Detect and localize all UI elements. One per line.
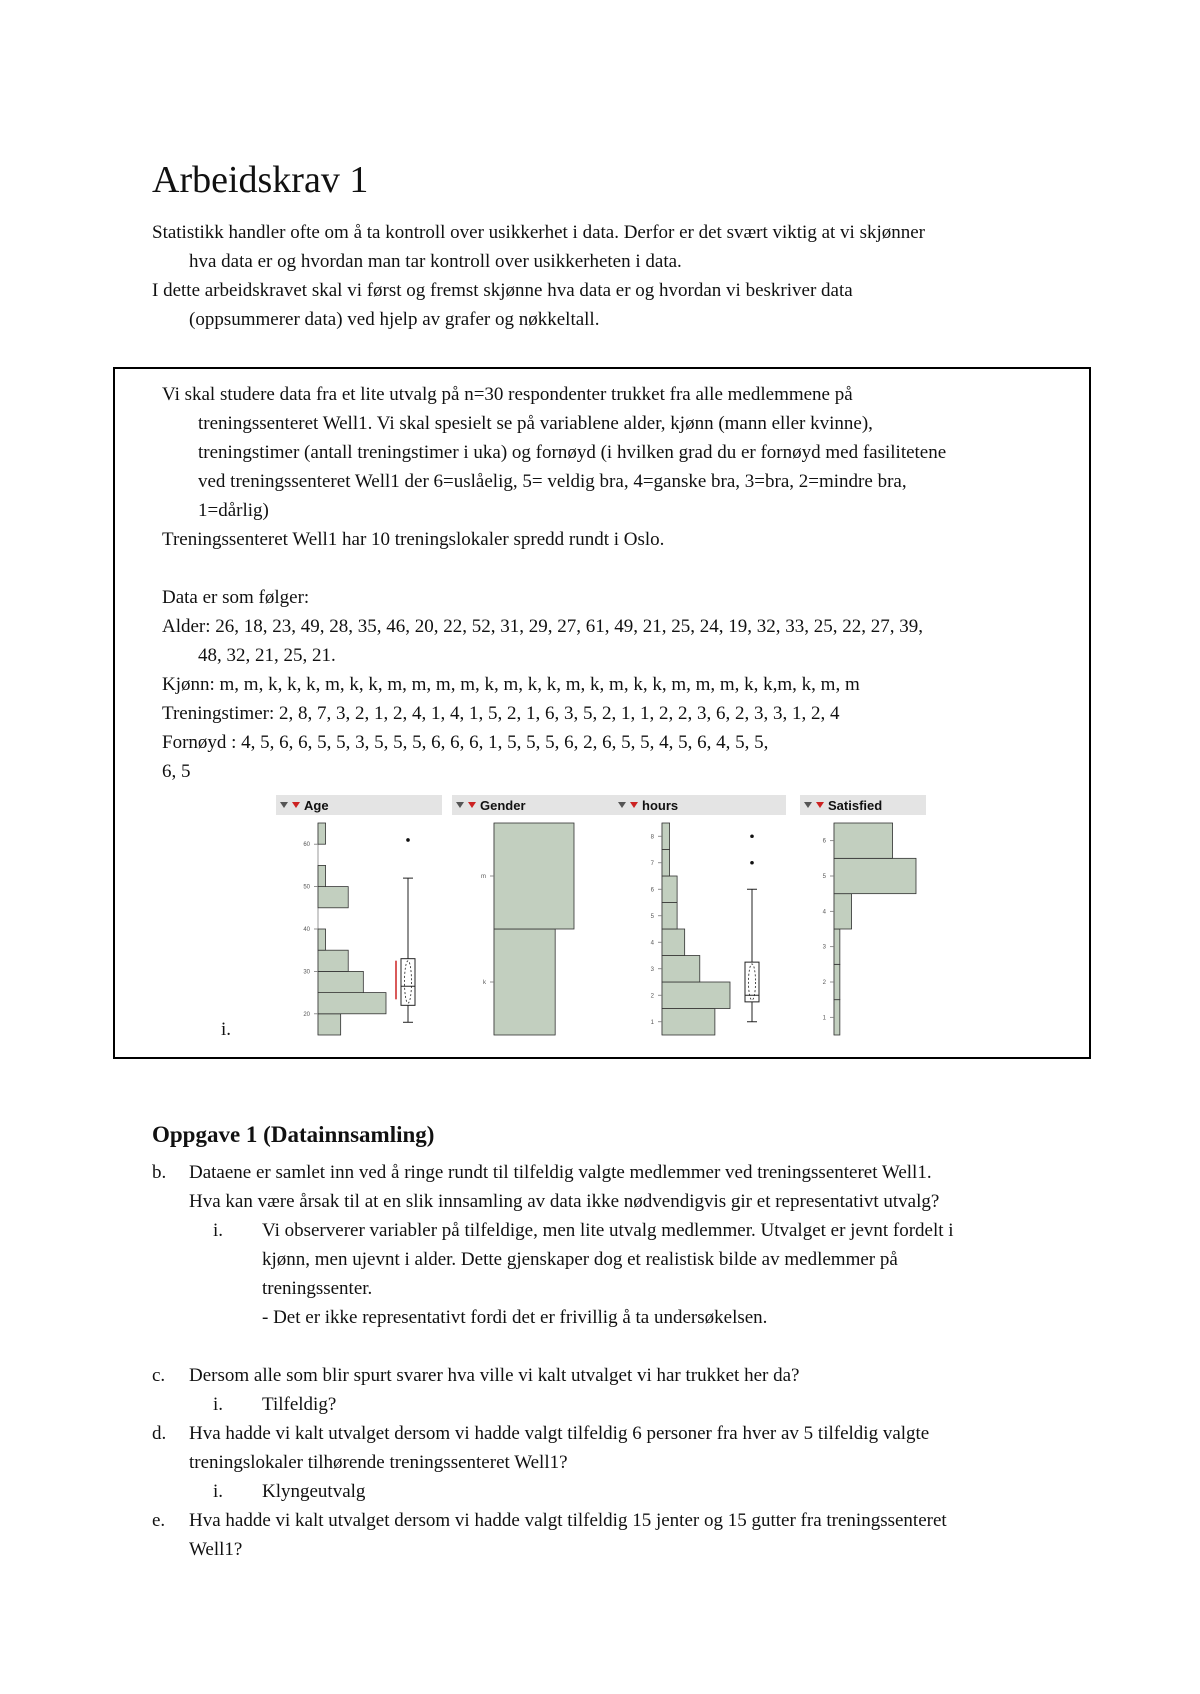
hours-bar [662,903,677,930]
hours-bar [662,956,700,983]
satisfied-bar [834,1000,840,1035]
age-tick-label: 40 [303,927,310,933]
data-timer: Treningstimer: 2, 8, 7, 3, 2, 1, 2, 4, 1, 4, 1, 5, 2, 1, 6, 3, 5, 2, 1, 1, 2, 2, 3, 6, 2, 3, 3, 1, 2, 4 [162,703,840,724]
hours-header [614,795,786,815]
item-b-i-line-3: treningssenter. [262,1278,373,1299]
box-line-4: ved treningssenteret Well1 der 6=uslåelig, 5= veldig bra, 4=ganske bra, 3=bra, 2=mindre bra, [198,471,907,492]
age-bar [318,993,386,1014]
data-fornoyd-a: Fornøyd : 4, 5, 6, 6, 5, 5, 3, 5, 5, 5, 6, 6, 6, 1, 5, 5, 5, 6, 2, 6, 5, 5, 4, 5, 6, 4, 5, 5, [162,732,769,753]
age-header [276,795,442,815]
item-c-line-1: Dersom alle som blir spurt svarer hva ville vi kalt utvalget vi har trukket her da? [189,1365,800,1386]
satisfied-tick-label: 5 [822,874,826,880]
gender-tick-label: m [481,874,486,880]
hours-tick-label: 5 [650,913,654,920]
hours-bar [662,1009,715,1036]
age-bar [318,823,326,844]
satisfied-tick-label: 1 [822,1015,826,1022]
hours-tick-label: 2 [650,993,654,1000]
box-line-2: treningssenteret Well1. Vi skal spesielt se på variablene alder, kjønn (mann eller kvinne), [198,413,873,434]
item-d-line-1: Hva hadde vi kalt utvalget dersom vi hadde valgt tilfeldig 6 personer fra hver av 5 tilfeldig valgte [189,1423,930,1444]
item-b-line-2: Hva kan være årsak til at en slik innsamling av data ikke nødvendigvis gir et representativt utvalg? [189,1191,940,1212]
hours-bar [662,823,670,850]
intro-line-1b: hva data er og hvordan man tar kontroll over usikkerheten i data. [189,251,682,272]
satisfied-tick-label: 3 [822,944,826,951]
age-tick-label: 20 [303,1011,310,1018]
figure-marker: i. [221,1019,232,1040]
item-b-i-line-2: kjønn, men ujevnt i alder. Dette gjenskaper dog et realistisk bilde av medlemmer på [262,1249,898,1270]
hours-box [745,962,759,1002]
hours-tick-label: 1 [650,1019,654,1026]
item-c-label: c. [152,1365,166,1386]
age-bar [318,1014,341,1035]
hours-outlier [750,834,754,838]
gender-header [452,795,618,815]
item-e-line-1: Hva hadde vi kalt utvalget dersom vi hadde valgt tilfeldig 15 jenter og 15 gutter fra treningssenteret [189,1510,947,1531]
satisfied-tick-label: 2 [822,980,826,986]
age-tick-label: 50 [303,884,310,891]
section-heading: Oppgave 1 (Datainnsamling) [152,1122,435,1147]
item-b-i-line-4: - Det er ikke representativt fordi det er frivillig å ta undersøkelsen. [262,1307,768,1328]
page-title: Arbeidskrav 1 [152,159,369,201]
intro-line-2a: I dette arbeidskravet skal vi først og fremst skjønne hva data er og hvordan vi beskriver data [152,280,853,301]
age-box [401,959,415,1006]
item-b-line-1: Dataene er samlet inn ved å ringe rundt til tilfeldig valgte medlemmer ved treningssenteret Well1. [189,1162,932,1183]
data-alder-a: Alder: 26, 18, 23, 49, 28, 35, 46, 20, 22, 52, 31, 29, 27, 61, 49, 21, 25, 24, 19, 32, 33, 25, 22, 27, 39, [162,616,924,637]
satisfied-bar [834,929,840,964]
distribution-charts [272,795,932,1045]
data-alder-b: 48, 32, 21, 25, 21. [198,645,336,666]
age-bar [318,929,326,950]
item-d-line-2: treningslokaler tilhørende treningssenteret Well1? [189,1452,568,1473]
item-c-i-label: i. [213,1394,224,1415]
age-bar [318,887,348,908]
hours-tick-label: 6 [650,887,654,894]
age-bar [318,865,326,886]
age-bar [318,971,363,992]
hours-tick-label: 3 [650,966,654,973]
satisfied-tick-label: 4 [822,909,826,916]
item-e-line-2: Well1? [189,1539,243,1560]
box-line-3: treningstimer (antall treningstimer i uka) og fornøyd (i hvilken grad du er fornøyd med fasilitetene [198,442,947,463]
age-title: Age [304,798,329,813]
intro-line-2b: (oppsummerer data) ved hjelp av grafer og nøkkeltall. [189,309,600,330]
hours-bar [662,876,677,903]
gender-bar [494,929,555,1035]
age-outlier [406,838,410,842]
item-d-i-line-1: Klyngeutvalg [262,1481,366,1502]
hours-bar [662,850,670,877]
item-d-label: d. [152,1423,167,1444]
item-e-label: e. [152,1510,166,1531]
satisfied-bar [834,858,916,893]
box-line-5: 1=dårlig) [198,500,269,521]
satisfied-title: Satisfied [828,798,883,813]
hours-tick-label: 4 [650,940,654,947]
gender-title: Gender [480,798,526,813]
item-b-i-label: i. [213,1220,224,1241]
age-tick-label: 60 [303,842,310,849]
item-d-i-label: i. [213,1481,224,1502]
satisfied-tick-label: 6 [822,838,826,845]
data-fornoyd-b: 6, 5 [162,761,191,782]
age-tick-label: 30 [303,969,310,976]
hours-bar [662,982,730,1009]
box-line-6: Treningssenteret Well1 har 10 treningslokaler spredd rundt i Oslo. [162,529,665,550]
box-line-1: Vi skal studere data fra et lite utvalg på n=30 respondenter trukket fra alle medlemmene på [162,384,853,405]
box-line-7: Data er som følger: [162,587,310,608]
satisfied-bar [834,823,893,858]
age-bar [318,950,348,971]
hours-tick-label: 8 [650,834,654,841]
hours-outlier [750,861,754,865]
data-kjonn: Kjønn: m, m, k, k, k, m, k, k, m, m, m, m, k, m, k, k, m, k, m, k, k, m, m, m, k, k,m, k, m, m [162,674,860,695]
satisfied-bar [834,964,840,999]
satisfied-bar [834,894,852,929]
gender-bar [494,823,574,929]
item-c-i-line-1: Tilfeldig? [262,1394,337,1415]
item-b-i-line-1: Vi observerer variabler på tilfeldige, men lite utvalg medlemmer. Utvalget er jevnt fordelt i [262,1220,954,1241]
hours-title: hours [642,798,679,813]
hours-bar [662,929,685,956]
hours-tick-label: 7 [650,860,654,867]
gender-tick-label: k [483,980,486,986]
intro-line-1a: Statistikk handler ofte om å ta kontroll over usikkerhet i data. Derfor er det svært viktig at vi skjønner [152,222,926,243]
item-b-label: b. [152,1162,167,1183]
